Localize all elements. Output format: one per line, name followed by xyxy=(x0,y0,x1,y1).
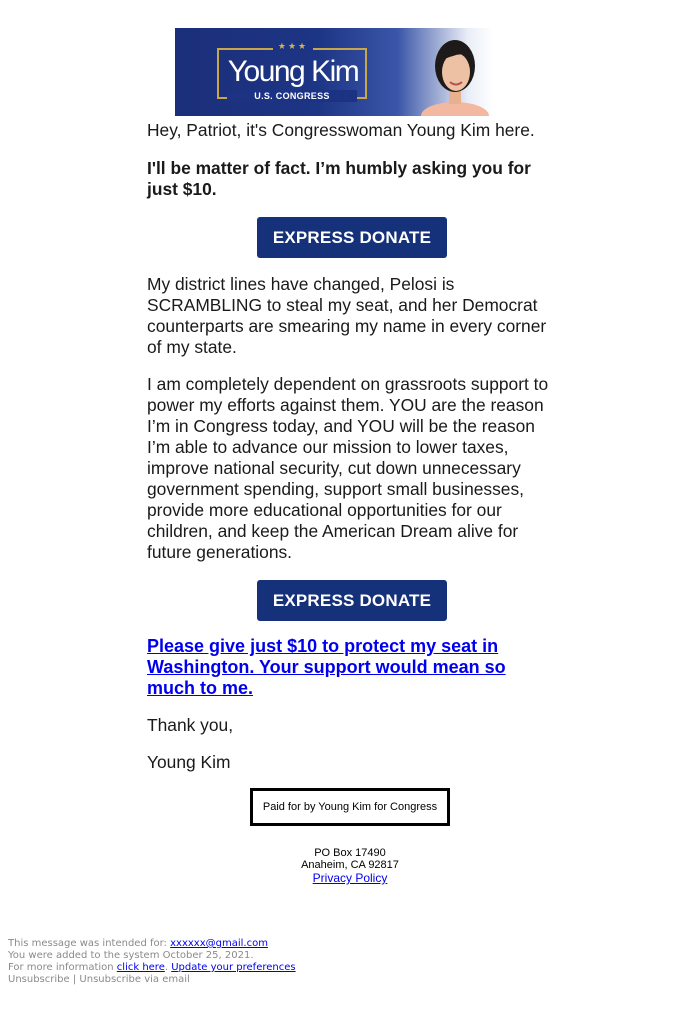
logo-name: Young Kim xyxy=(227,55,359,88)
express-donate-button[interactable]: EXPRESS DONATE xyxy=(257,580,447,621)
mailing-address xyxy=(250,847,450,886)
privacy-policy-link[interactable]: Privacy Policy xyxy=(312,871,388,885)
separator: | xyxy=(72,974,77,985)
closing: Thank you, xyxy=(147,715,234,735)
intended-label: This message was intended for: xyxy=(8,938,167,949)
update-preferences-link[interactable]: Update your preferences xyxy=(171,962,296,973)
donation-ask: I'll be matter of fact. I’m humbly asking you for just $10. xyxy=(147,158,531,199)
body-paragraph: I am completely dependent on grassroots support to power my efforts against them. YOU are the reason I’m in Congress today, and YOU will be the reason I’m able to advance our mission to lower taxes, improve national security, cut down unnecessary government spending, support small businesses, provide more educational opportunities for our children, and keep the American Dream alive for future generations. xyxy=(147,374,549,562)
candidate-portrait xyxy=(413,28,493,116)
stars-icon: ★★★ xyxy=(273,41,313,51)
address-line: PO Box 17490 xyxy=(314,847,386,859)
address-line: Anaheim, CA 92817 xyxy=(301,859,399,871)
paid-for-disclaimer: Paid for by Young Kim for Congress xyxy=(250,788,450,826)
header-banner xyxy=(175,28,493,116)
body-paragraph: My district lines have changed, Pelosi is SCRAMBLING to steal my seat, and her Democrat counterparts are smearing my name in every corner of my state. xyxy=(147,274,547,357)
click-here-link[interactable]: click here xyxy=(116,962,165,973)
email-footer: This message was intended for: xxxxxx@gmail.com You were added to the system October 25, 2021. For more information click here. Update your preferences Unsubscribe | Unsubscribe via email xyxy=(8,938,296,985)
unsubscribe-link[interactable]: Unsubscribe xyxy=(8,974,70,985)
logo-subtitle: U.S. CONGRESS xyxy=(227,90,357,102)
recipient-email-link[interactable]: xxxxxx@gmail.com xyxy=(170,938,268,949)
donate-cta-link[interactable]: Please give just $10 to protect my seat in Washington. Your support would mean so much to me. xyxy=(147,636,506,698)
signature: Young Kim xyxy=(147,752,231,772)
added-date: You were added to the system October 25, 2021. xyxy=(8,950,254,961)
unsubscribe-email-link[interactable]: Unsubscribe via email xyxy=(79,974,190,985)
info-label: For more information xyxy=(8,962,114,973)
email-body xyxy=(147,118,557,773)
greeting: Hey, Patriot, it's Congresswoman Young Kim here. xyxy=(147,120,535,140)
express-donate-button[interactable]: EXPRESS DONATE xyxy=(257,217,447,258)
